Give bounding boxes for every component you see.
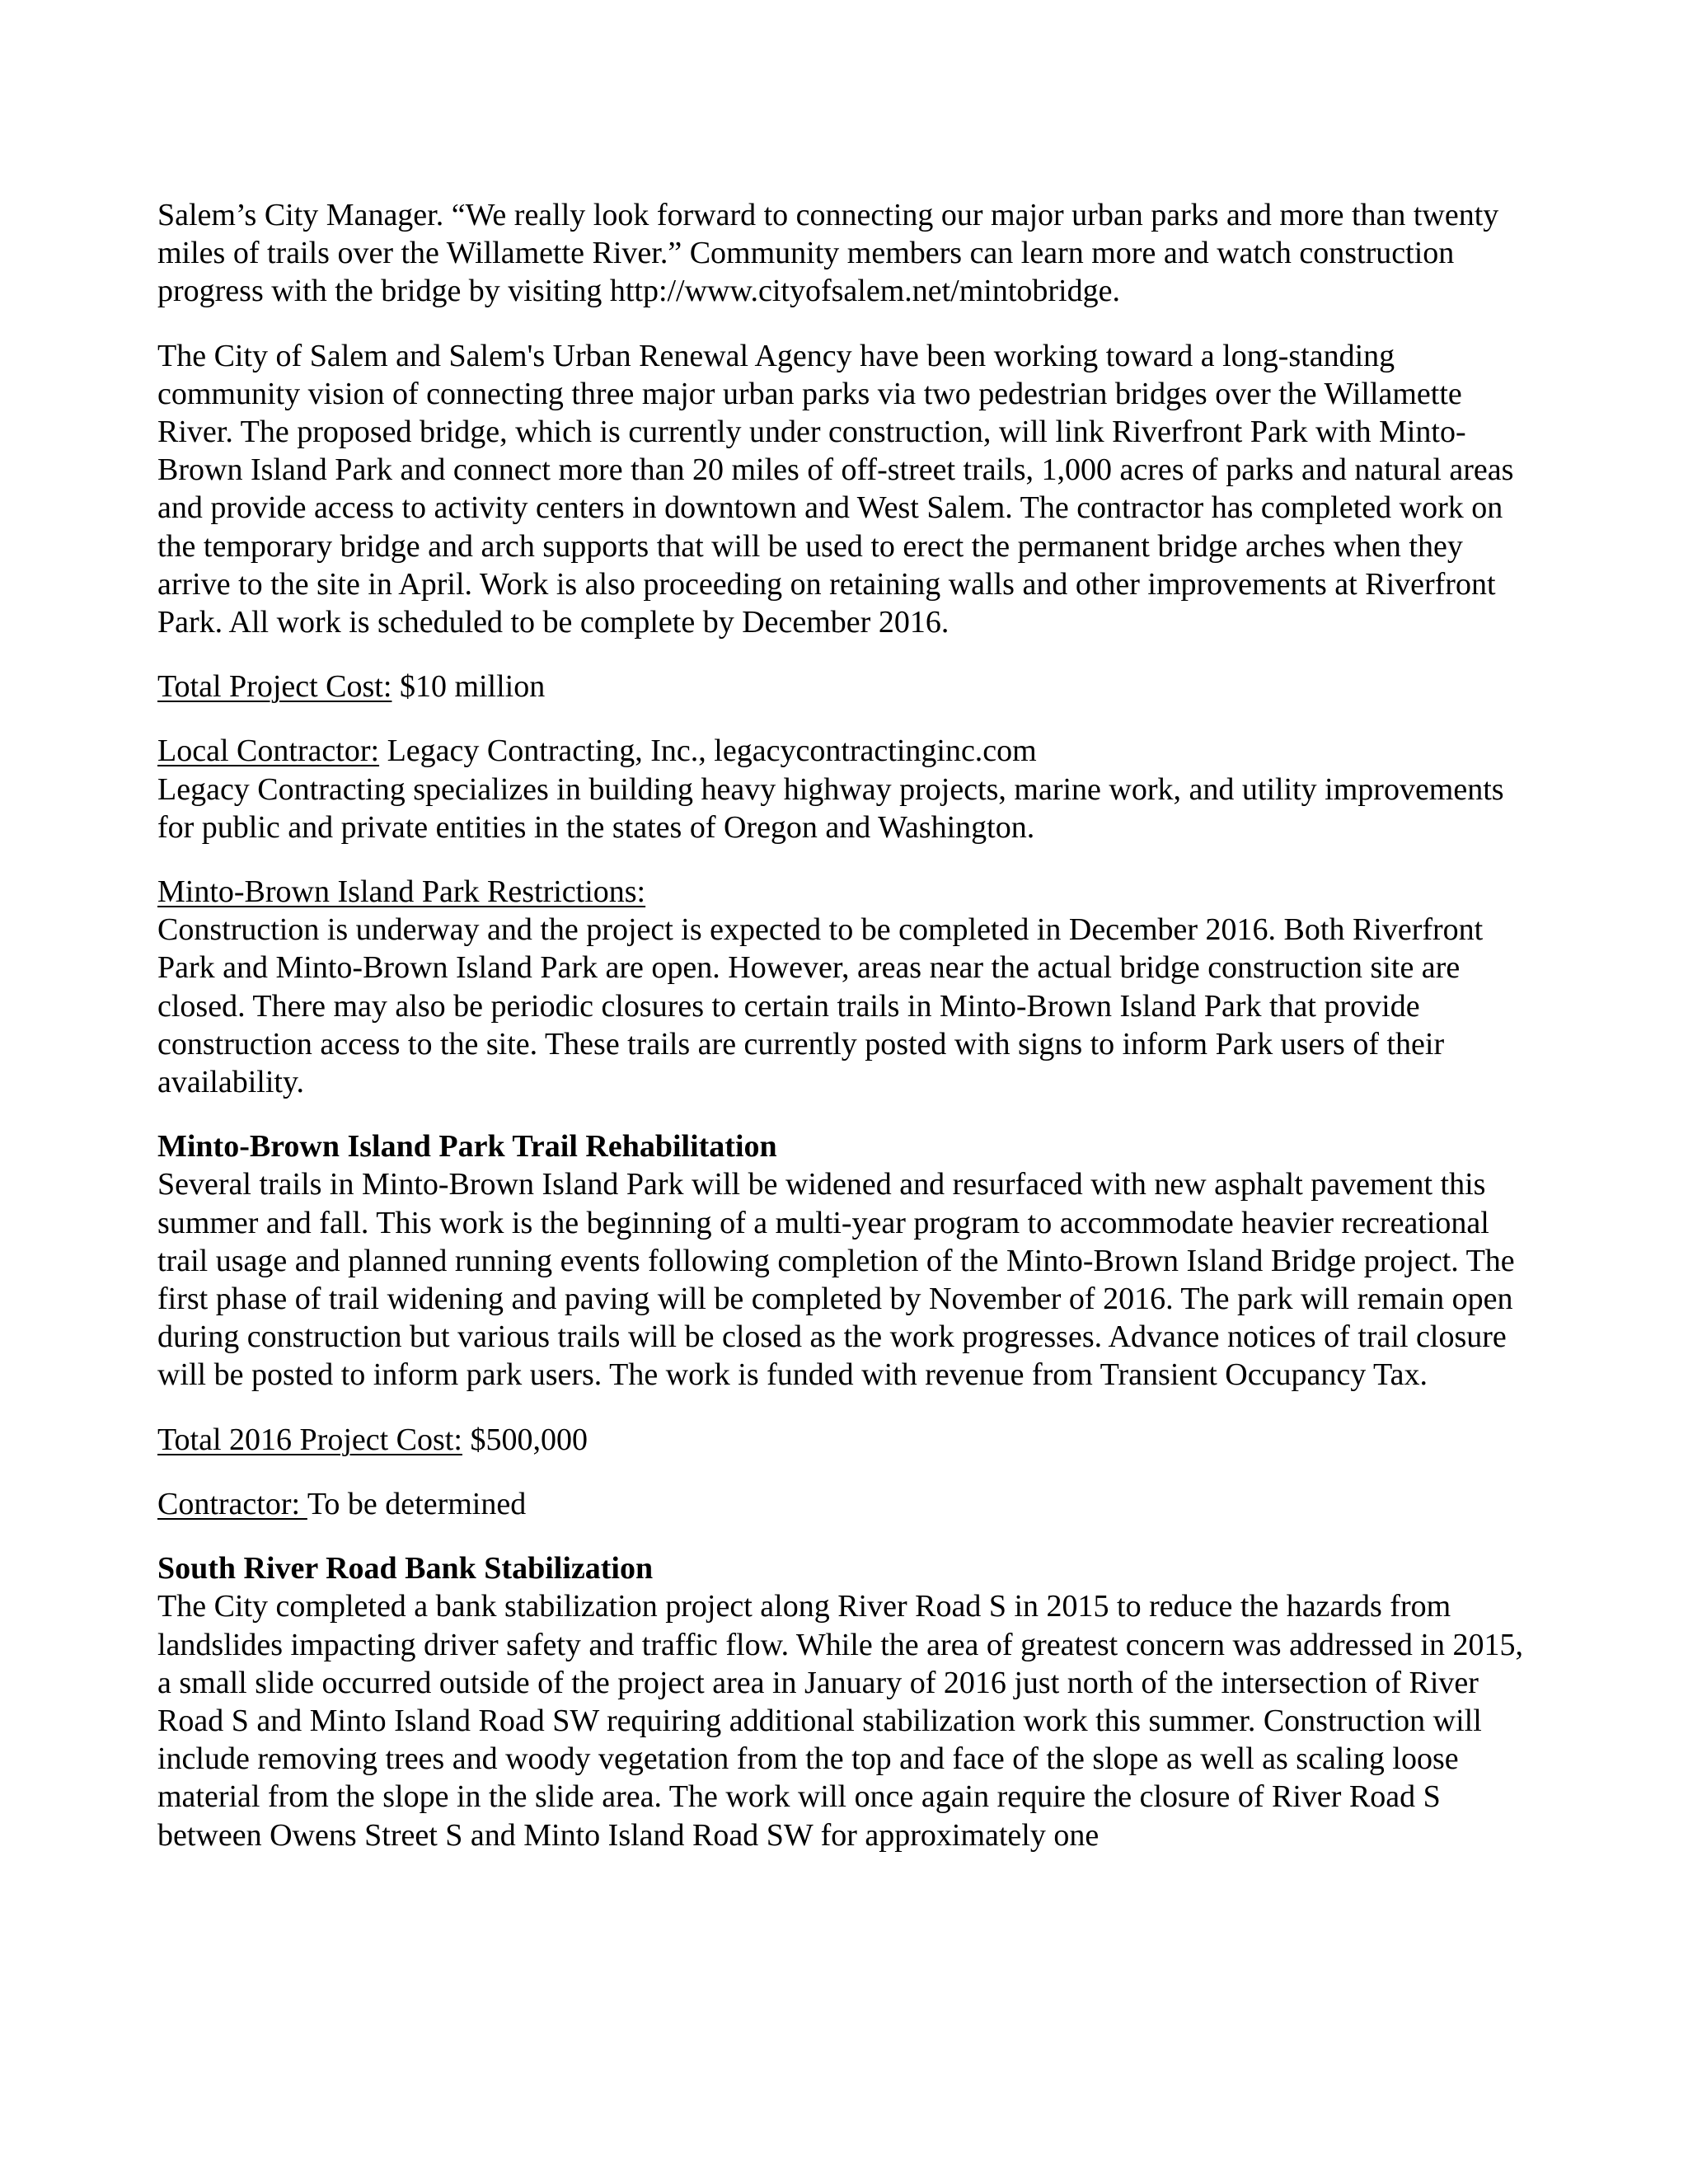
bridge-contractor-block bbox=[157, 732, 1542, 846]
bridge-vision-paragraph: The City of Salem and Salem's Urban Renewal Agency have been working toward a long-standing community vision of connecting three major urban parks via two pedestrian bridges over the Willamette River. The proposed bridge, which is currently under construction, will link Riverfront Park with Minto-Brown Island Park and connect more than 20 miles of off-street trails, 1,000 acres of parks and natural areas and provide access to activity centers in downtown and West Salem. The contractor has completed work on the temporary bridge and arch supports that will be used to erect the permanent bridge arches when they arrive to the site in April. Work is also proceeding on retaining walls and other improvements at Riverfront Park. All work is scheduled to be complete by December 2016. bbox=[157, 338, 1514, 640]
bridge-cost-line bbox=[157, 668, 1542, 705]
trail-rehab-cost-label: Total 2016 Project Cost: bbox=[157, 1422, 462, 1457]
river-road-block bbox=[157, 1549, 1542, 1854]
bridge-cost-value: $10 million bbox=[392, 669, 546, 705]
river-road-text: The City completed a bank stabilization project along River Road S in 2015 to reduce the hazards from landslides impacting driver safety and traffic flow. While the area of greatest concern was addressed in 2015, a small slide occurred outside of the project area in January of 2016 just north of the intersection of River Road S and Minto Island Road SW requiring additional stabilization work this summer. Construction will include removing trees and woody vegetation from the top and face of the slope as well as scaling loose material from the slope in the slide area. The work will once again require the closure of River Road S between Owens Street S and Minto Island Road SW for approximately one bbox=[157, 1589, 1523, 1853]
restrictions-block bbox=[157, 873, 1542, 1101]
bridge-contractor-line bbox=[157, 732, 1542, 770]
trail-rehab-contractor-value: To be determined bbox=[307, 1486, 527, 1521]
trail-rehab-cost-value: $500,000 bbox=[462, 1422, 588, 1457]
bridge-contractor-label: Local Contractor: bbox=[157, 733, 380, 769]
document-body bbox=[157, 196, 1542, 1881]
bridge-contractor-value: Legacy Contracting, Inc., legacycontractinginc.com bbox=[379, 733, 1037, 769]
restrictions-text: Construction is underway and the project is expected to be completed in December 2016. Both Riverfront Park and Minto-Brown Island Park are open. However, areas near the actual bridge construction site are closed. There may also be periodic closures to certain trails in Minto-Brown Island Park that provide construction access to the site. These trails are currently posted with signs to inform Park users of their availability. bbox=[157, 912, 1484, 1100]
trail-rehab-contractor-line bbox=[157, 1485, 1542, 1523]
trail-rehab-contractor-label: Contractor: bbox=[157, 1486, 307, 1521]
trail-rehab-block bbox=[157, 1127, 1542, 1394]
bridge-cost-label: Total Project Cost: bbox=[157, 669, 392, 705]
river-road-heading: South River Road Bank Stabilization bbox=[157, 1551, 654, 1586]
trail-rehab-heading: Minto-Brown Island Park Trail Rehabilitation bbox=[157, 1129, 777, 1165]
restrictions-label: Minto-Brown Island Park Restrictions: bbox=[157, 874, 646, 910]
trail-rehab-cost-line bbox=[157, 1421, 1542, 1459]
bridge-contractor-description: Legacy Contracting specializes in building heavy highway projects, marine work, and utility improvements for public and private entities in the states of Oregon and Washington. bbox=[157, 771, 1504, 845]
intro-paragraph: Salem’s City Manager. “We really look forward to connecting our major urban parks and more than twenty miles of trails over the Willamette River.” Community members can learn more and watch construction progress with the bridge by visiting http://www.cityofsalem.net/mintobridge. bbox=[157, 198, 1499, 309]
trail-rehab-text: Several trails in Minto-Brown Island Park will be widened and resurfaced with new asphalt pavement this summer and fall. This work is the beginning of a multi-year program to accommodate heavier recreational trail usage and planned running events following completion of the Minto-Brown Island Bridge project. The first phase of trail widening and paving will be completed by November of 2016. The park will remain open during construction but various trails will be closed as the work progresses. Advance notices of trail closure will be posted to inform park users. The work is funded with revenue from Transient Occupancy Tax. bbox=[157, 1167, 1515, 1393]
